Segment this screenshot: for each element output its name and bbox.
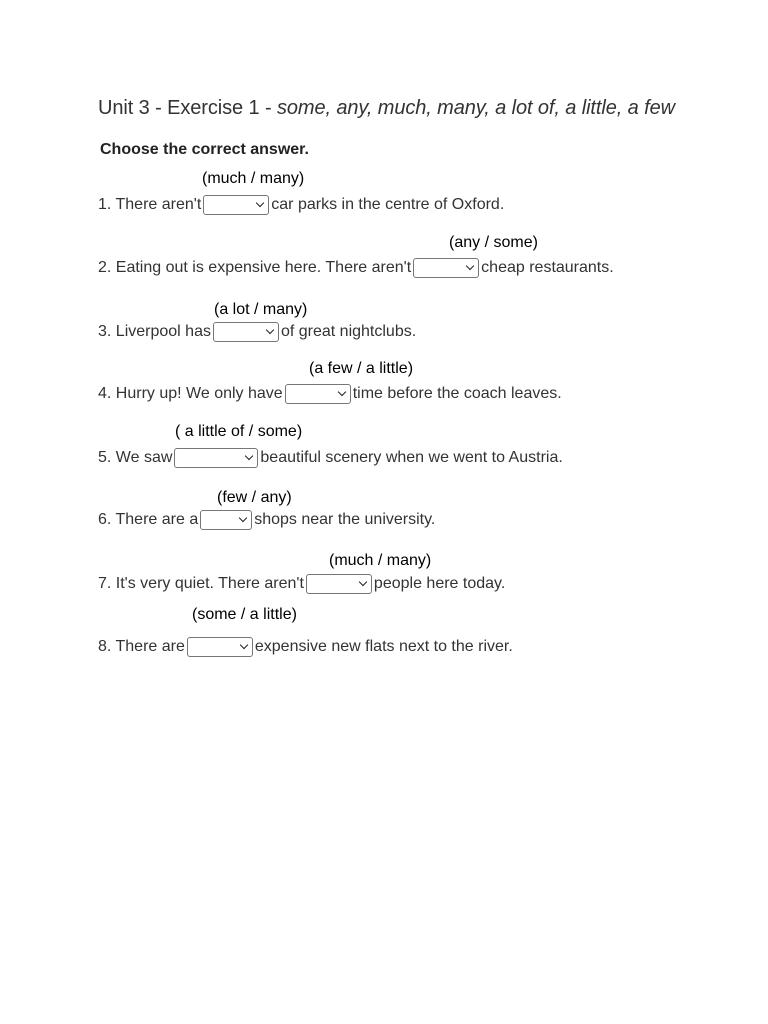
question-5 bbox=[98, 448, 563, 468]
question-7 bbox=[98, 574, 505, 594]
question-2-before: 2. Eating out is expensive here. There aren't bbox=[98, 259, 412, 276]
question-8-before: 8. There are bbox=[98, 638, 185, 655]
question-7-before: 7. It's very quiet. There aren't bbox=[98, 575, 304, 592]
answer-select-7[interactable] bbox=[306, 574, 372, 594]
question-3-before: 3. Liverpool has bbox=[98, 323, 211, 340]
question-3-after: of great nightclubs. bbox=[280, 323, 417, 340]
answer-select-2[interactable] bbox=[413, 258, 479, 278]
question-6 bbox=[98, 510, 435, 530]
answer-select-4[interactable] bbox=[285, 384, 351, 404]
question-2-after: cheap restaurants. bbox=[481, 259, 614, 276]
answer-select-1[interactable] bbox=[203, 195, 269, 215]
question-7-after: people here today. bbox=[373, 575, 506, 592]
question-4-before: 4. Hurry up! We only have bbox=[98, 385, 283, 402]
hint-5: ( a little of / some) bbox=[175, 423, 303, 440]
instruction-text: Choose the correct answer. bbox=[100, 141, 309, 158]
question-8 bbox=[98, 637, 513, 657]
answer-select-6[interactable] bbox=[200, 510, 252, 530]
question-3 bbox=[98, 322, 416, 342]
chevron-down-icon bbox=[266, 326, 274, 334]
hint-7: (much / many) bbox=[329, 552, 432, 569]
question-6-before: 6. There are a bbox=[98, 511, 199, 528]
hint-3: (a lot / many) bbox=[214, 301, 308, 318]
chevron-down-icon bbox=[240, 641, 248, 649]
hint-2: (any / some) bbox=[449, 234, 538, 251]
question-1-before: 1. There aren't bbox=[98, 196, 202, 213]
chevron-down-icon bbox=[256, 199, 264, 207]
question-2 bbox=[98, 258, 614, 278]
hint-1: (much / many) bbox=[202, 170, 305, 187]
answer-select-3[interactable] bbox=[213, 322, 279, 342]
question-5-after: beautiful scenery when we went to Austria. bbox=[260, 449, 563, 466]
question-1-after: car parks in the centre of Oxford. bbox=[271, 196, 505, 213]
hint-6: (few / any) bbox=[217, 489, 292, 506]
chevron-down-icon bbox=[466, 262, 474, 270]
chevron-down-icon bbox=[337, 388, 345, 396]
exercise-title bbox=[98, 97, 675, 120]
hint-4: (a few / a little) bbox=[309, 360, 414, 377]
chevron-down-icon bbox=[239, 514, 247, 522]
question-1 bbox=[98, 195, 504, 215]
exercise-title-prefix: Unit 3 - Exercise 1 - bbox=[98, 97, 277, 119]
question-6-after: shops near the university. bbox=[254, 511, 436, 528]
answer-select-5[interactable] bbox=[174, 448, 258, 468]
question-4 bbox=[98, 384, 562, 404]
chevron-down-icon bbox=[245, 452, 253, 460]
answer-select-8[interactable] bbox=[187, 637, 253, 657]
chevron-down-icon bbox=[359, 578, 367, 586]
question-8-after: expensive new flats next to the river. bbox=[254, 638, 513, 655]
exercise-title-topic: some, any, much, many, a lot of, a little, a few bbox=[276, 97, 675, 119]
hint-8: (some / a little) bbox=[192, 606, 297, 623]
question-5-before: 5. We saw bbox=[98, 449, 173, 466]
question-4-after: time before the coach leaves. bbox=[352, 385, 562, 402]
